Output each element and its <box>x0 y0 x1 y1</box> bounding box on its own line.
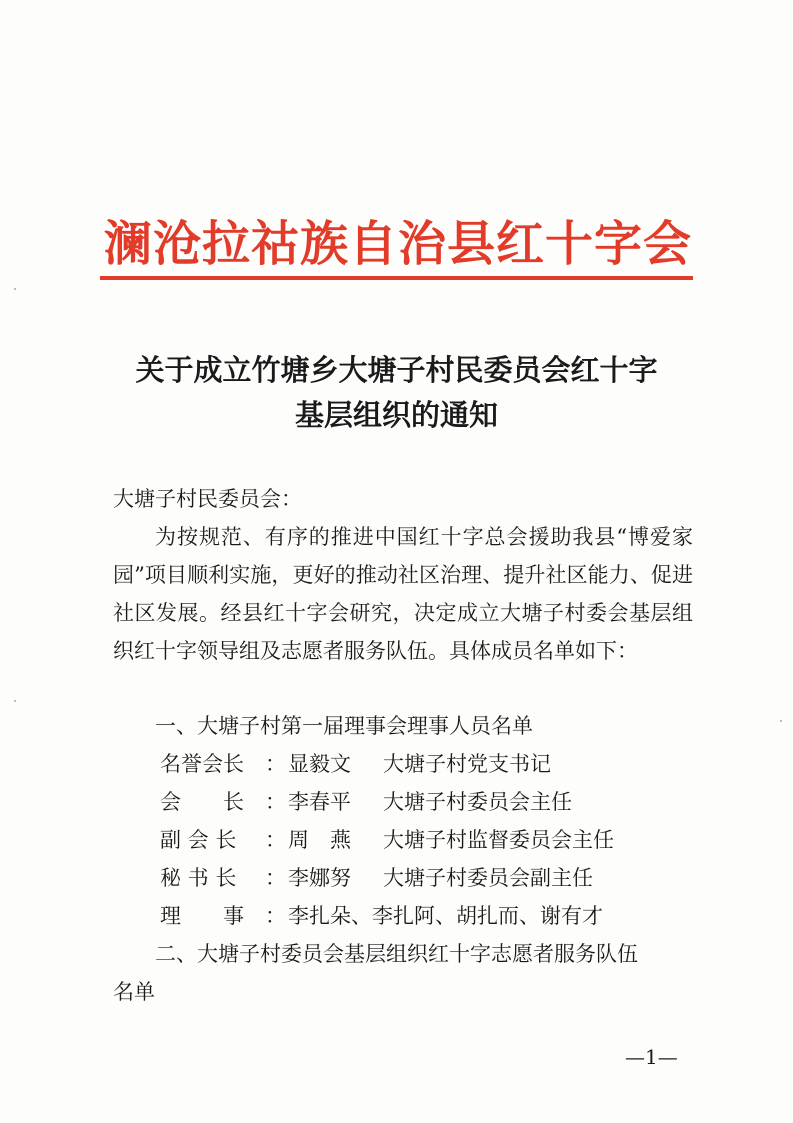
member-role: 名誉会长 <box>160 752 244 776</box>
body-paragraph <box>113 518 693 670</box>
notice-title-line-1: 关于成立竹塘乡大塘子村民委员会红十字 <box>135 353 658 387</box>
member-name: 周 燕 <box>288 828 351 852</box>
section-2-heading-continued: 名单 <box>113 980 155 1004</box>
member-row <box>113 783 693 821</box>
greeting: 大塘子村民委员会： <box>113 487 302 511</box>
page-number: —1— <box>625 1045 678 1069</box>
member-row <box>113 859 693 897</box>
member-position: 大塘子村党支书记 <box>383 752 551 776</box>
scan-speck <box>14 288 16 290</box>
member-role: 秘 书 长 <box>160 866 237 890</box>
section-1-heading: 一、大塘子村第一届理事会理事人员名单 <box>155 714 533 738</box>
member-colon: ： <box>265 752 286 776</box>
member-name: 李娜努 <box>288 866 351 890</box>
member-list-section <box>113 707 693 1011</box>
body-paragraph-text: 为按规范、有序的推进中国红十字总会援助我县“博爱家园”项目顺利实施，更好的推动社区治理、提升社区能力、促进社区发展。经县红十字会研究，决定成立大塘子村委会基层组织红十字领导组及志愿者服务队伍。具体成员名单如下： <box>113 525 693 663</box>
letterhead-divider <box>100 276 693 280</box>
organization-letterhead: 澜沧拉祜族自治县红十字会 <box>104 216 693 272</box>
member-colon: ： <box>265 828 286 852</box>
member-position: 大塘子村委员会副主任 <box>383 866 593 890</box>
member-role: 会 长 <box>160 790 244 814</box>
member-colon: ： <box>265 790 286 814</box>
member-row <box>113 897 693 935</box>
member-name: 李扎朵、李扎阿、胡扎而、谢有才 <box>288 904 603 928</box>
member-name: 李春平 <box>288 790 351 814</box>
member-name: 显毅文 <box>288 752 351 776</box>
scan-speck <box>14 700 16 702</box>
section-2-heading: 二、大塘子村委员会基层组织红十字志愿者服务队伍 <box>155 942 638 966</box>
member-role: 理 事 <box>160 904 244 928</box>
scan-speck <box>780 720 782 722</box>
member-row <box>113 821 693 859</box>
member-role: 副 会 长 <box>160 828 237 852</box>
member-row <box>113 745 693 783</box>
member-colon: ： <box>265 866 286 890</box>
member-position: 大塘子村委员会主任 <box>383 790 572 814</box>
member-position: 大塘子村监督委员会主任 <box>383 828 614 852</box>
notice-title-line-2: 基层组织的通知 <box>294 398 498 432</box>
member-colon: ： <box>265 904 286 928</box>
